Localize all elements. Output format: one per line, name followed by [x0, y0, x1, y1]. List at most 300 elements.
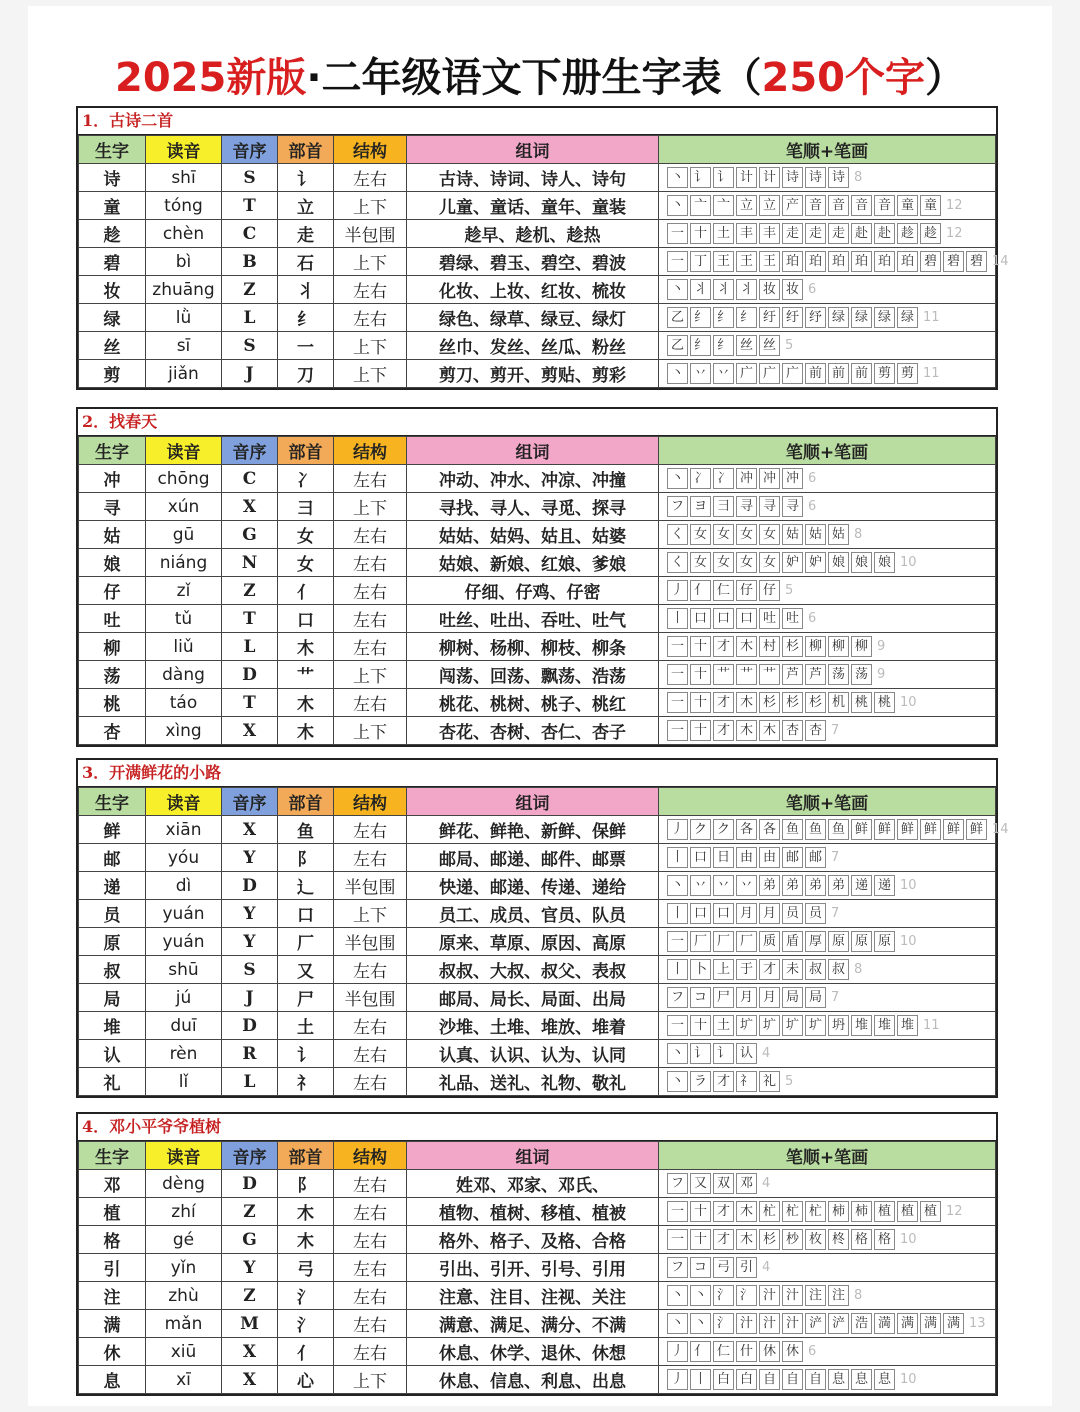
stroke-box: 土: [713, 1015, 734, 1036]
radical-cell: 讠: [278, 164, 334, 192]
stroke-box: 局: [782, 987, 803, 1008]
stroke-box: 递: [851, 875, 872, 896]
stroke-order-cell: [659, 689, 996, 717]
pinyin-cell: chèn: [146, 220, 222, 248]
stroke-box: 口: [713, 608, 734, 629]
lesson-title: 4．邓小平爷爷植树: [78, 1114, 996, 1141]
letter-cell: D: [222, 1012, 278, 1040]
words-cell: 满意、满足、满分、不满: [407, 1310, 659, 1338]
title-count: 250个字: [761, 55, 926, 101]
stroke-order-cell: [659, 1198, 996, 1226]
table-row: [79, 984, 996, 1012]
stroke-box: 仔: [759, 580, 780, 601]
letter-cell: Z: [222, 1198, 278, 1226]
stroke-box: 一: [667, 223, 688, 244]
words-cell: 礼品、送礼、礼物、敬礼: [407, 1068, 659, 1096]
stroke-box: フ: [667, 987, 688, 1008]
stroke-box: 诗: [782, 167, 803, 188]
stroke-box: 丶: [667, 279, 688, 300]
stroke-box: 艹: [736, 664, 757, 685]
column-header: 部首: [278, 136, 334, 164]
stroke-box: 汁: [736, 1313, 757, 1334]
stroke-box: 珀: [805, 251, 826, 272]
char-cell: 递: [79, 872, 146, 900]
column-header: 读音: [146, 136, 222, 164]
stroke-box: 丶: [667, 1043, 688, 1064]
stroke-count: 13: [969, 1316, 986, 1331]
stroke-box: 满: [897, 1313, 918, 1334]
stroke-order-cell: [659, 816, 1009, 844]
stroke-box: 荡: [851, 664, 872, 685]
stroke-box: 弟: [805, 875, 826, 896]
stroke-box: 汁: [759, 1313, 780, 1334]
table-row: [79, 493, 996, 521]
stroke-order-cell: [659, 164, 996, 192]
radical-cell: 口: [278, 605, 334, 633]
words-cell: 古诗、诗词、诗人、诗句: [407, 164, 659, 192]
structure-cell: 左右: [334, 689, 407, 717]
stroke-box: 纟: [736, 307, 757, 328]
stroke-box: く: [667, 524, 688, 545]
stroke-box: 诗: [828, 167, 849, 188]
stroke-box: 立: [736, 195, 757, 216]
lesson-section: [76, 407, 998, 747]
stroke-sequence: [667, 552, 917, 573]
structure-cell: 左右: [334, 1012, 407, 1040]
stroke-order-cell: [659, 493, 996, 521]
stroke-box: 荡: [828, 664, 849, 685]
letter-cell: C: [222, 465, 278, 493]
stroke-box: 女: [690, 552, 711, 573]
stroke-box: 丶: [667, 1071, 688, 1092]
words-cell: 仔细、仔鸡、仔密: [407, 577, 659, 605]
stroke-box: 丨: [667, 959, 688, 980]
words-cell: 原来、草原、原因、高原: [407, 928, 659, 956]
stroke-box: 植: [874, 1201, 895, 1222]
table-row: [79, 900, 996, 928]
column-header: 结构: [334, 1142, 407, 1170]
table-row: [79, 1198, 996, 1226]
stroke-box: 汁: [782, 1285, 803, 1306]
stroke-box: 丿: [667, 1369, 688, 1390]
stroke-sequence: [667, 251, 1009, 272]
stroke-box: 女: [736, 552, 757, 573]
stroke-box: 才: [713, 636, 734, 657]
letter-cell: S: [222, 164, 278, 192]
stroke-box: 丨: [667, 608, 688, 629]
stroke-box: 注: [805, 1285, 826, 1306]
table-row: [79, 220, 996, 248]
stroke-box: 十: [690, 692, 711, 713]
stroke-box: 丶: [667, 1313, 688, 1334]
char-cell: 童: [79, 192, 146, 220]
stroke-box: 各: [759, 819, 780, 840]
stroke-sequence: [667, 1043, 770, 1064]
stroke-box: 才: [713, 720, 734, 741]
stroke-box: 立: [759, 195, 780, 216]
words-cell: 吐丝、吐出、吞吐、吐气: [407, 605, 659, 633]
stroke-box: 碧: [966, 251, 987, 272]
structure-cell: 左右: [334, 1226, 407, 1254]
stroke-box: 由: [759, 847, 780, 868]
table-row: [79, 1254, 996, 1282]
stroke-count: 10: [900, 1372, 917, 1387]
stroke-box: 丨: [690, 1369, 711, 1390]
words-cell: 邮局、邮递、邮件、邮票: [407, 844, 659, 872]
words-cell: 化妆、上妆、红妆、梳妆: [407, 276, 659, 304]
radical-cell: 辶: [278, 872, 334, 900]
stroke-box: ク: [713, 819, 734, 840]
stroke-count: 11: [923, 1018, 940, 1033]
lesson-title: 1．古诗二首: [78, 108, 996, 135]
lesson-title: 2．找春天: [78, 409, 996, 436]
letter-cell: X: [222, 717, 278, 745]
table-row: [79, 360, 996, 388]
pinyin-cell: tǔ: [146, 605, 222, 633]
stroke-count: 7: [831, 850, 840, 865]
structure-cell: 左右: [334, 1040, 407, 1068]
stroke-order-cell: [659, 717, 996, 745]
stroke-box: 丝: [759, 335, 780, 356]
char-cell: 趁: [79, 220, 146, 248]
radical-cell: 石: [278, 248, 334, 276]
stroke-box: 赴: [874, 223, 895, 244]
stroke-box: 満: [874, 1313, 895, 1334]
stroke-box: 丨: [667, 903, 688, 924]
radical-cell: 木: [278, 1198, 334, 1226]
stroke-box: 柿: [828, 1201, 849, 1222]
stroke-order-cell: [659, 1254, 996, 1282]
radical-cell: 阝: [278, 844, 334, 872]
radical-cell: 亻: [278, 577, 334, 605]
pinyin-cell: yǐn: [146, 1254, 222, 1282]
char-cell: 仔: [79, 577, 146, 605]
stroke-box: 鱼: [828, 819, 849, 840]
title-year: 2025新版: [114, 55, 307, 101]
pinyin-cell: zhí: [146, 1198, 222, 1226]
letter-cell: Z: [222, 276, 278, 304]
words-cell: 姑娘、新娘、红娘、爹娘: [407, 549, 659, 577]
stroke-box: 白: [713, 1369, 734, 1390]
table-row: [79, 1310, 996, 1338]
stroke-box: 才: [713, 692, 734, 713]
stroke-box: 满: [943, 1313, 964, 1334]
stroke-box: 纡: [759, 307, 780, 328]
char-cell: 注: [79, 1282, 146, 1310]
words-cell: 叔叔、大叔、叔父、表叔: [407, 956, 659, 984]
stroke-box: 氵: [736, 1285, 757, 1306]
char-cell: 叔: [79, 956, 146, 984]
stroke-box: 丬: [713, 279, 734, 300]
pinyin-cell: bì: [146, 248, 222, 276]
table-row: [79, 816, 996, 844]
structure-cell: 左右: [334, 1068, 407, 1096]
table-row: [79, 872, 996, 900]
stroke-box: 才: [759, 959, 780, 980]
pinyin-cell: xún: [146, 493, 222, 521]
stroke-box: 趁: [897, 223, 918, 244]
letter-cell: X: [222, 1366, 278, 1394]
stroke-count: 10: [900, 555, 917, 570]
stroke-box: 口: [690, 608, 711, 629]
stroke-box: 鱼: [805, 819, 826, 840]
lesson-title: 3．开满鲜花的小路: [78, 760, 996, 787]
stroke-box: 纟: [713, 335, 734, 356]
stroke-box: 广: [759, 363, 780, 384]
stroke-box: 彐: [713, 496, 734, 517]
stroke-box: 芦: [782, 664, 803, 685]
pinyin-cell: táo: [146, 689, 222, 717]
table-row: [79, 928, 996, 956]
column-header: 音序: [222, 788, 278, 816]
structure-cell: 左右: [334, 816, 407, 844]
column-header: 结构: [334, 437, 407, 465]
stroke-box: 厂: [690, 931, 711, 952]
pinyin-cell: lǐ: [146, 1068, 222, 1096]
char-cell: 妆: [79, 276, 146, 304]
stroke-box: 自: [782, 1369, 803, 1390]
stroke-box: 妆: [759, 279, 780, 300]
stroke-sequence: [667, 167, 862, 188]
words-cell: 姑姑、姑妈、姑且、姑婆: [407, 521, 659, 549]
stroke-count: 5: [785, 1074, 794, 1089]
column-header: 笔顺+笔画: [659, 437, 996, 465]
stroke-box: 冫: [713, 468, 734, 489]
stroke-sequence: [667, 1229, 917, 1250]
stroke-box: 计: [759, 167, 780, 188]
table-row: [79, 1366, 996, 1394]
stroke-count: 6: [808, 282, 817, 297]
stroke-order-cell: [659, 956, 996, 984]
pinyin-cell: liǔ: [146, 633, 222, 661]
stroke-box: 丶: [690, 1285, 711, 1306]
stroke-box: 叔: [828, 959, 849, 980]
pinyin-cell: niáng: [146, 549, 222, 577]
stroke-box: 碧: [920, 251, 941, 272]
stroke-box: 一: [667, 720, 688, 741]
words-cell: 沙堆、土堆、堆放、堆着: [407, 1012, 659, 1040]
pinyin-cell: xī: [146, 1366, 222, 1394]
stroke-box: 鲜: [897, 819, 918, 840]
stroke-box: 杪: [782, 1229, 803, 1250]
stroke-count: 12: [946, 226, 963, 241]
stroke-sequence: [667, 195, 963, 216]
stroke-box: 丷: [690, 363, 711, 384]
stroke-box: 计: [736, 167, 757, 188]
stroke-box: 柳: [851, 636, 872, 657]
pinyin-cell: lǜ: [146, 304, 222, 332]
stroke-box: 女: [690, 524, 711, 545]
structure-cell: 上下: [334, 248, 407, 276]
stroke-box: 自: [759, 1369, 780, 1390]
title-main: ·二年级语文下册生字表（: [306, 55, 762, 101]
stroke-box: 质: [759, 931, 780, 952]
pinyin-cell: sī: [146, 332, 222, 360]
stroke-box: 机: [828, 692, 849, 713]
table-row: [79, 332, 996, 360]
stroke-sequence: [667, 1201, 963, 1222]
table-row: [79, 844, 996, 872]
stroke-box: 邓: [736, 1173, 757, 1194]
stroke-box: 女: [713, 524, 734, 545]
stroke-box: 鲜: [966, 819, 987, 840]
pinyin-cell: gé: [146, 1226, 222, 1254]
stroke-box: 丶: [667, 363, 688, 384]
pinyin-cell: zhuāng: [146, 276, 222, 304]
stroke-order-cell: [659, 304, 996, 332]
stroke-box: 一: [667, 636, 688, 657]
radical-cell: 鱼: [278, 816, 334, 844]
letter-cell: L: [222, 304, 278, 332]
column-header: 生字: [79, 1142, 146, 1170]
structure-cell: 左右: [334, 549, 407, 577]
stroke-box: 氵: [713, 1313, 734, 1334]
words-cell: 剪刀、剪开、剪贴、剪彩: [407, 360, 659, 388]
char-table: [78, 787, 1009, 1096]
stroke-box: 氵: [713, 1285, 734, 1306]
table-row: [79, 605, 996, 633]
stroke-box: 丶: [667, 195, 688, 216]
stroke-sequence: [667, 1285, 862, 1306]
char-table: [78, 1141, 996, 1394]
stroke-box: 递: [874, 875, 895, 896]
column-header: 笔顺+笔画: [659, 788, 996, 816]
stroke-box: 土: [713, 223, 734, 244]
stroke-box: 员: [782, 903, 803, 924]
stroke-box: 杏: [782, 720, 803, 741]
stroke-order-cell: [659, 549, 996, 577]
structure-cell: 左右: [334, 465, 407, 493]
stroke-box: 妒: [805, 552, 826, 573]
stroke-box: 满: [920, 1313, 941, 1334]
words-cell: 趁早、趁机、趁热: [407, 220, 659, 248]
table-row: [79, 192, 996, 220]
stroke-sequence: [667, 931, 917, 952]
letter-cell: G: [222, 1226, 278, 1254]
stroke-box: 纟: [713, 307, 734, 328]
letter-cell: L: [222, 1068, 278, 1096]
stroke-box: 娘: [851, 552, 872, 573]
stroke-box: 讠: [690, 167, 711, 188]
structure-cell: 左右: [334, 1254, 407, 1282]
stroke-box: コ: [690, 1257, 711, 1278]
letter-cell: M: [222, 1310, 278, 1338]
stroke-box: 杉: [759, 1229, 780, 1250]
radical-cell: 口: [278, 900, 334, 928]
stroke-box: 鲜: [874, 819, 895, 840]
stroke-box: 于: [736, 959, 757, 980]
stroke-order-cell: [659, 465, 996, 493]
table-row: [79, 661, 996, 689]
words-cell: 姓邓、邓家、邓氏、: [407, 1170, 659, 1198]
structure-cell: 左右: [334, 304, 407, 332]
structure-cell: 上下: [334, 192, 407, 220]
stroke-box: 寻: [782, 496, 803, 517]
stroke-sequence: [667, 636, 885, 657]
stroke-box: 十: [690, 720, 711, 741]
words-cell: 引出、引开、引号、引用: [407, 1254, 659, 1282]
pinyin-cell: jiǎn: [146, 360, 222, 388]
stroke-box: 汁: [759, 1285, 780, 1306]
pinyin-cell: yuán: [146, 928, 222, 956]
column-header: 组词: [407, 136, 659, 164]
stroke-box: 前: [828, 363, 849, 384]
stroke-box: 纡: [782, 307, 803, 328]
char-cell: 寻: [79, 493, 146, 521]
pinyin-cell: dàng: [146, 661, 222, 689]
char-cell: 绿: [79, 304, 146, 332]
stroke-box: フ: [667, 1173, 688, 1194]
structure-cell: 上下: [334, 900, 407, 928]
stroke-box: 口: [690, 847, 711, 868]
stroke-box: 丬: [736, 279, 757, 300]
stroke-box: 才: [713, 1071, 734, 1092]
stroke-box: 娘: [828, 552, 849, 573]
words-cell: 杏花、杏树、杏仁、杏子: [407, 717, 659, 745]
words-cell: 鲜花、鲜艳、新鲜、保鲜: [407, 816, 659, 844]
stroke-box: 自: [805, 1369, 826, 1390]
stroke-box: 吐: [759, 608, 780, 629]
title-end: ）: [925, 55, 966, 101]
table-row: [79, 956, 996, 984]
stroke-box: 姑: [805, 524, 826, 545]
stroke-box: 月: [759, 987, 780, 1008]
stroke-box: 礻: [736, 1071, 757, 1092]
stroke-count: 8: [854, 1288, 863, 1303]
stroke-order-cell: [659, 872, 996, 900]
stroke-box: 引: [736, 1257, 757, 1278]
stroke-sequence: [667, 223, 963, 244]
stroke-box: 汁: [782, 1313, 803, 1334]
radical-cell: 氵: [278, 1310, 334, 1338]
structure-cell: 半包围: [334, 984, 407, 1012]
stroke-box: 由: [736, 847, 757, 868]
char-cell: 格: [79, 1226, 146, 1254]
stroke-sequence: [667, 875, 917, 896]
stroke-box: 丰: [759, 223, 780, 244]
stroke-box: 厚: [805, 931, 826, 952]
stroke-box: 王: [713, 251, 734, 272]
stroke-box: 才: [713, 1201, 734, 1222]
stroke-order-cell: [659, 248, 1009, 276]
pinyin-cell: tóng: [146, 192, 222, 220]
structure-cell: 左右: [334, 1310, 407, 1338]
stroke-box: 艹: [713, 664, 734, 685]
words-cell: 冲动、冲水、冲凉、冲撞: [407, 465, 659, 493]
stroke-box: 亻: [690, 1341, 711, 1362]
table-row: [79, 1068, 996, 1096]
stroke-box: 休: [759, 1341, 780, 1362]
char-cell: 息: [79, 1366, 146, 1394]
stroke-box: 桃: [851, 692, 872, 713]
stroke-box: 碧: [943, 251, 964, 272]
stroke-sequence: [667, 608, 816, 629]
structure-cell: 左右: [334, 577, 407, 605]
column-header: 读音: [146, 437, 222, 465]
char-cell: 邮: [79, 844, 146, 872]
letter-cell: Z: [222, 577, 278, 605]
stroke-box: 音: [874, 195, 895, 216]
stroke-box: 冲: [782, 468, 803, 489]
stroke-box: フ: [667, 1257, 688, 1278]
table-row: [79, 717, 996, 745]
page-title: [0, 52, 1080, 104]
stroke-sequence: [667, 580, 793, 601]
stroke-box: 丶: [667, 875, 688, 896]
stroke-box: 浐: [805, 1313, 826, 1334]
stroke-order-cell: [659, 1366, 996, 1394]
table-row: [79, 248, 996, 276]
